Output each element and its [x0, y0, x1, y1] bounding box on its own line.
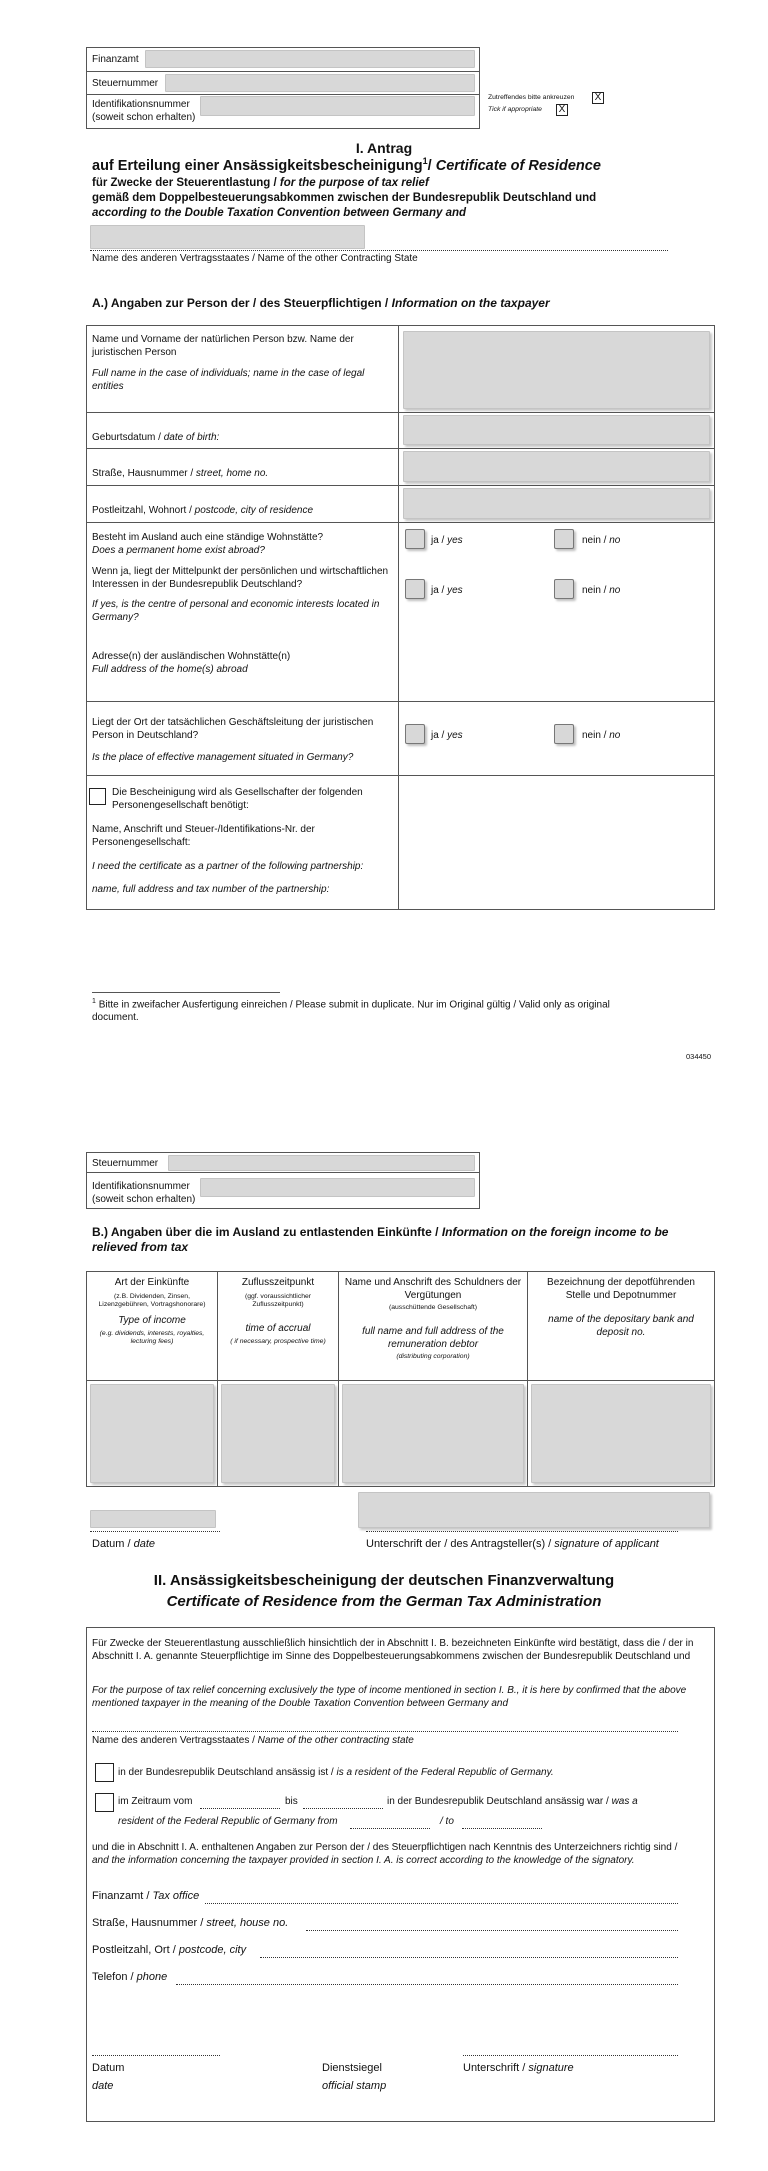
row-divider — [86, 412, 715, 413]
title-line3 — [92, 176, 429, 190]
dotted-line — [90, 250, 668, 251]
tax-number-input[interactable] — [165, 74, 475, 92]
office-label-en: Tax office — [152, 1890, 200, 1902]
tax-number-input-2[interactable] — [168, 1155, 475, 1171]
name-label-de: Name und Vorname der natürlichen Person bzw. Name der juristischen Person — [92, 334, 354, 358]
section-a-heading-en: Information on the taxpayer — [391, 296, 550, 310]
cert-street-label-en: street, house no. — [206, 1917, 289, 1929]
income-col2-title-de: Zuflusszeitpunkt — [241, 1277, 315, 1288]
income-col2-header — [221, 1277, 335, 1346]
cert-city-label-en: postcode, city — [178, 1944, 247, 1956]
divider — [86, 71, 480, 72]
postcode-input[interactable] — [403, 488, 710, 519]
partner-line2: Personengesellschaft benötigt: — [112, 800, 249, 811]
management-label-de: Liegt der Ort der tatsächlichen Geschäftsleitung der juristischen Person in Deutschland? — [92, 717, 374, 741]
id-number-note-2: (soweit schon erhalten) — [92, 1194, 196, 1205]
divider — [86, 1172, 480, 1173]
date-label — [92, 1538, 155, 1552]
cert-signature-label-en: signature — [528, 2062, 574, 2074]
management-no-checkbox[interactable] — [554, 724, 574, 744]
title-line3-en: for the purpose of tax relief — [279, 177, 429, 189]
yes-label — [431, 730, 463, 743]
office-label — [92, 1890, 199, 1904]
row-divider — [86, 775, 715, 776]
no-label-de: nein / — [582, 535, 610, 546]
centre-label-en: If yes, is the centre of personal and economic interests located in Germany? — [92, 599, 380, 623]
signature-label-en: signature of applicant — [554, 1538, 659, 1550]
centre-yes-checkbox[interactable] — [405, 579, 425, 599]
cert-state-label-de: Name des anderen Vertragsstaates / — [92, 1735, 258, 1746]
postcode-label — [92, 505, 313, 518]
yes-label-en: yes — [447, 730, 463, 741]
centre-no-checkbox[interactable] — [554, 579, 574, 599]
no-label-de: nein / — [582, 585, 610, 596]
income-col1-note-en: (e.g. dividends, interests, royalties, lecturing fees) — [99, 1329, 205, 1346]
row-divider — [86, 701, 715, 702]
signature-label — [366, 1538, 659, 1552]
footnote-ref: 1 — [422, 156, 428, 166]
income-type-input[interactable] — [90, 1384, 214, 1483]
income-col2-title-en: time of accrual — [245, 1323, 311, 1335]
partner-line1: Die Bescheinigung wird als Gesellschafter der folgenden — [112, 787, 363, 798]
state-caption: Name des anderen Vertragsstaates / Name of the other Contracting State — [92, 253, 418, 264]
period-to-label: bis — [285, 1796, 298, 1807]
depositary-input[interactable] — [531, 1384, 711, 1483]
section-b-heading — [92, 1225, 692, 1255]
tick-note-de: Zutreffendes bitte ankreuzen — [488, 94, 575, 101]
cert-date-label-en: date — [92, 2080, 114, 2092]
office-line[interactable] — [205, 1903, 678, 1904]
postcode-label-en: postcode, city of residence — [194, 505, 314, 516]
id-number-input-2[interactable] — [200, 1178, 475, 1197]
confirm-text — [92, 1842, 692, 1867]
tax-number-label: Steuernummer — [92, 78, 159, 89]
no-label — [582, 535, 620, 548]
income-col4-title-en: name of the depositary bank and deposit no. — [548, 1314, 694, 1338]
cert-street-label — [92, 1917, 288, 1931]
management-yes-checkbox[interactable] — [405, 724, 425, 744]
title-line5: according to the Double Taxation Convention between Germany and — [92, 207, 467, 219]
yes-label-en: yes — [447, 535, 463, 546]
phone-label-en: phone — [136, 1971, 168, 1983]
street-input[interactable] — [403, 451, 710, 482]
cert-city-label — [92, 1944, 246, 1958]
period-from-en-line[interactable] — [350, 1828, 430, 1829]
partner-need-en: I need the certificate as a partner of the following partnership: — [92, 861, 364, 872]
footnote — [92, 998, 652, 1024]
income-col2-note-de: (ggf. voraussichtlicher Zuflusszeitpunkt) — [244, 1292, 312, 1308]
title-line2 — [92, 156, 601, 175]
column-divider — [217, 1271, 218, 1487]
period-label-de: in der Bundesrepublik Deutschland ansässig war / — [387, 1796, 612, 1807]
phone-label — [92, 1971, 167, 1985]
name-label-en: Full name in the case of individuals; name in the case of legal entities — [92, 368, 365, 392]
period-from-label: im Zeitraum vom — [118, 1796, 193, 1807]
cert-city-label-de: Postleitzahl, Ort / — [92, 1944, 179, 1956]
yes-label-en: yes — [447, 585, 463, 596]
phone-label-de: Telefon / — [92, 1971, 137, 1983]
confirm-text-en: and the information concerning the taxpayer provided in section I. A. is correct according to the knowledge of the signatory. — [92, 1854, 635, 1866]
street-label-en: street, home no. — [195, 468, 269, 479]
period-to-en: / to — [440, 1816, 454, 1827]
row-divider — [86, 522, 715, 523]
section-b-heading-de: B.) Angaben über die im Ausland zu entlastenden Einkünfte / — [92, 1225, 442, 1239]
centre-label-de: Wenn ja, liegt der Mittelpunkt der persönlichen und wirtschaftlichen Interessen in der Bundesrepublik Deutschland? — [92, 566, 389, 590]
cert-signature-label — [463, 2062, 574, 2076]
home-address-label-en: Full address of the home(s) abroad — [92, 664, 248, 675]
dob-input[interactable] — [403, 415, 710, 445]
income-col4-header — [540, 1277, 702, 1339]
income-col3-note-en: (distributing corporation) — [396, 1353, 470, 1361]
home-address-label-de: Adresse(n) der ausländischen Wohnstätte(n) — [92, 651, 291, 662]
cert-date-label-de: Datum — [92, 2062, 125, 2074]
id-number-input[interactable] — [200, 96, 475, 116]
date-label-de: Datum / — [92, 1538, 134, 1550]
period-resident-en: resident of the Federal Republic of Germany from — [118, 1816, 338, 1827]
no-label-de: nein / — [582, 730, 610, 741]
yes-label-de: ja / — [431, 730, 448, 741]
partner-name-de: Name, Anschrift und Steuer-/Identifikations-Nr. der Personengesellschaft: — [92, 824, 315, 848]
title-line4: gemäß dem Doppelbesteuerungsabkommen zwischen der Bundesrepublik Deutschland und — [92, 192, 597, 204]
partner-name-en: name, full address and tax number of the partnership: — [92, 884, 330, 895]
accrual-time-input[interactable] — [221, 1384, 335, 1483]
title-sep: / — [427, 157, 436, 174]
certificate-intro-en: For the purpose of tax relief concerning exclusively the type of income mentioned in section I. B., it is here by confirmed that the above mentioned taxpayer in the meaning of the Double Taxation Convention between Germany and — [92, 1685, 687, 1709]
street-label — [92, 468, 268, 481]
tick-example-x: X — [592, 92, 604, 104]
yes-label — [431, 585, 463, 598]
partnership-checkbox[interactable] — [89, 788, 106, 805]
period-to-en-line[interactable] — [462, 1828, 542, 1829]
title-line2-de: auf Erteilung einer Ansässigkeitsbescheinigung — [92, 157, 423, 174]
abode-yes-checkbox[interactable] — [405, 529, 425, 549]
income-col3-note-de: (ausschüttende Gesellschaft) — [388, 1304, 478, 1311]
postcode-label-de: Postleitzahl, Wohnort / — [92, 505, 195, 516]
management-label-en: Is the place of effective management situated in Germany? — [92, 752, 354, 763]
no-label — [582, 730, 620, 743]
street-label-de: Straße, Hausnummer / — [92, 468, 196, 479]
column-divider — [527, 1271, 528, 1487]
id-number-label: Identifikationsnummer — [92, 99, 190, 110]
signature-label-de: Unterschrift der / des Antragsteller(s) / — [366, 1538, 555, 1550]
title-line3-de: für Zwecke der Steuerentlastung / — [92, 177, 280, 189]
office-label-de: Finanzamt / — [92, 1890, 153, 1902]
income-col1-title-de: Art der Einkünfte — [114, 1277, 190, 1288]
section-2-title-de: II. Ansässigkeitsbescheinigung der deutschen Finanzverwaltung — [153, 1572, 615, 1589]
cert-street-line[interactable] — [306, 1930, 678, 1931]
cert-signature-label-de: Unterschrift / — [463, 2062, 529, 2074]
period-from-line[interactable] — [200, 1808, 280, 1809]
cert-city-line[interactable] — [260, 1957, 678, 1958]
stamp-label-de: Dienstsiegel — [322, 2062, 382, 2074]
dob-label-de: Geburtsdatum / — [92, 432, 164, 443]
row-divider — [86, 485, 715, 486]
no-label-en: no — [609, 730, 621, 741]
resident-label — [118, 1767, 554, 1780]
divider — [86, 94, 480, 95]
period-to-line[interactable] — [303, 1808, 383, 1809]
period-checkbox[interactable] — [95, 1793, 114, 1812]
abode-label-en: Does a permanent home exist abroad? — [92, 545, 265, 556]
id-number-label-2: Identifikationsnummer — [92, 1181, 190, 1192]
cert-street-label-de: Straße, Hausnummer / — [92, 1917, 207, 1929]
footnote-mark: 1 — [92, 998, 96, 1005]
stamp-label-en: official stamp — [322, 2080, 387, 2092]
income-col1-header — [90, 1277, 214, 1347]
confirm-text-de: und die in Abschnitt I. A. enthaltenen Angaben zur Person der / des Steuerpflichtigen nach Kenntnis des Unterzeichners richtig sind / — [92, 1842, 678, 1853]
abode-label-de: Besteht im Ausland auch eine ständige Wohnstätte? — [92, 532, 324, 543]
section-b-heading-en: Information on the foreign income to be relieved from tax — [92, 1225, 669, 1254]
dotted-line — [92, 1731, 678, 1732]
resident-label-en: is a resident of the Federal Republic of Germany. — [336, 1767, 554, 1778]
period-label — [387, 1796, 638, 1809]
yes-label — [431, 535, 463, 548]
cert-state-label — [92, 1735, 414, 1748]
cert-date-line[interactable] — [92, 2055, 220, 2056]
tax-office-input[interactable] — [145, 50, 475, 68]
title-line1: I. Antrag — [355, 140, 413, 156]
section-2-title-en: Certificate of Residence from the German Tax Administration — [166, 1593, 602, 1610]
id-number-note: (soweit schon erhalten) — [92, 112, 196, 123]
debtor-input[interactable] — [342, 1384, 524, 1483]
full-name-input[interactable] — [403, 331, 710, 409]
other-state-input[interactable] — [90, 225, 365, 249]
income-col3-title-de: Name und Anschrift des Schuldners der Vergütungen — [344, 1277, 522, 1301]
cert-signature-line[interactable] — [463, 2055, 678, 2056]
date-label-en: date — [133, 1538, 155, 1550]
section-a-heading — [92, 296, 550, 311]
income-col3-title-en: full name and full address of the remuneration debtor — [362, 1326, 504, 1350]
phone-line[interactable] — [176, 1984, 678, 1985]
row-divider — [86, 448, 715, 449]
cert-state-label-en: Name of the other contracting state — [257, 1735, 414, 1746]
form-number: 034450 — [686, 1052, 712, 1061]
footnote-rule — [92, 992, 280, 993]
resident-checkbox[interactable] — [95, 1763, 114, 1782]
dotted-line — [366, 1531, 678, 1532]
period-label-en: was a — [611, 1796, 638, 1807]
resident-label-de: in der Bundesrepublik Deutschland ansässig ist / — [118, 1767, 337, 1778]
income-col1-note-de: (z.B. Dividenden, Zinsen, Lizenzgebühren, Vortragshonorare) — [98, 1292, 206, 1308]
no-label — [582, 585, 620, 598]
footnote-text: Bitte in zweifacher Ausfertigung einreichen / Please submit in duplicate. Nur im Original gültig / Valid only as original document. — [92, 999, 610, 1023]
tick-note-en: Tick if appropriate — [488, 106, 542, 113]
abode-no-checkbox[interactable] — [554, 529, 574, 549]
yes-label-de: ja / — [431, 585, 448, 596]
income-col2-note-en: ( if necessary, prospective time) — [230, 1337, 326, 1345]
certificate-intro-de: Für Zwecke der Steuerentlastung ausschließlich hinsichtlich der in Abschnitt I. B. bezeichneten Einkünfte wird bestätigt, dass die / der in Abschnitt I. A. genannte Steuerpflichtige im Sinne des Doppelbesteuerungsabkommens zwischen der Bundesrepublik Deutschland und — [92, 1638, 694, 1662]
dob-label-en: date of birth: — [163, 432, 220, 443]
dotted-line — [90, 1531, 220, 1532]
signature-input[interactable] — [358, 1492, 710, 1528]
tax-number-label-2: Steuernummer — [92, 1158, 159, 1169]
row-divider — [86, 1380, 715, 1381]
income-col1-title-en: Type of income — [118, 1315, 186, 1327]
tax-office-label: Finanzamt — [92, 54, 139, 65]
section-a-heading-de: A.) Angaben zur Person der / des Steuerpflichtigen / — [92, 296, 392, 310]
tick-example-x: X — [556, 104, 568, 116]
column-divider — [338, 1271, 339, 1487]
income-col4-title-de: Bezeichnung der depotführenden Stelle und Depotnummer — [547, 1277, 695, 1301]
date-input[interactable] — [90, 1510, 216, 1528]
dob-label — [92, 432, 219, 445]
income-col3-header — [342, 1277, 524, 1362]
yes-label-de: ja / — [431, 535, 448, 546]
no-label-en: no — [609, 585, 621, 596]
title-line2-en: Certificate of Residence — [435, 157, 601, 174]
no-label-en: no — [609, 535, 621, 546]
